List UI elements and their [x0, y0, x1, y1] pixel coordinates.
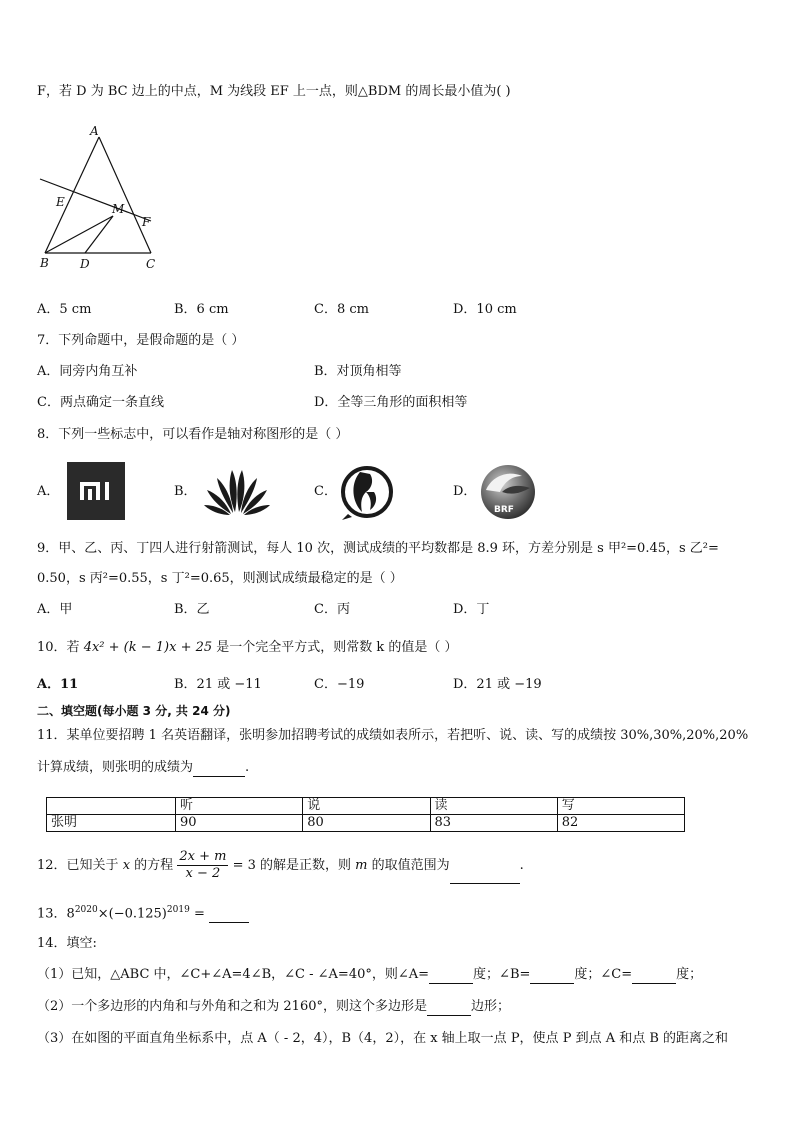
q12-mid: 的方程 — [134, 858, 174, 873]
q6-option-b: B．6 cm — [174, 302, 229, 317]
table-cell: 张明 — [47, 815, 176, 832]
q6-stem-tail: F，若 D 为 BC 边上的中点，M 为线段 EF 上一点，则△BDM 的周长最小值为( ) — [37, 84, 511, 99]
q14-part2 — [37, 998, 510, 1016]
triangle-figure — [35, 122, 165, 272]
q13-times: ×(−0.125) — [97, 906, 167, 922]
q9-option-a: A．甲 — [37, 602, 73, 617]
q6-option-c: C．8 cm — [314, 302, 369, 317]
q14-p2-a: （2）一个多边形的内角和与外角和之和为 2160°，则这个多边形是 — [37, 999, 427, 1014]
q7-option-b: B．对顶角相等 — [314, 364, 402, 379]
q14-part3: （3）在如图的平面直角坐标系中，点 A（ - 2，4），B（4，2），在 x 轴上取一点 P，使点 P 到点 A 和点 B 的距离之和 — [37, 1031, 729, 1046]
section-title: 二、填空题(每小题 3 分, 共 24 分) — [37, 704, 231, 718]
q10-expression: 4x² + (k − 1)x + 25 — [83, 640, 213, 655]
q10-option-c: C．−19 — [314, 677, 365, 692]
table-row — [47, 815, 685, 832]
label-e: E — [56, 195, 65, 209]
q10-stem — [37, 639, 458, 657]
q12-stem — [37, 848, 524, 884]
q13-stem — [37, 901, 249, 923]
q12-numerator: 2x + m — [179, 849, 227, 864]
q12-suffix2: 的取值范围为 — [371, 858, 450, 873]
q14-p1-d: 度； — [676, 967, 703, 982]
q11-line2-end: . — [245, 760, 250, 775]
q13-answer-blank[interactable] — [209, 908, 249, 923]
q14-blank-polygon[interactable] — [427, 1001, 471, 1016]
q12-end: . — [519, 858, 524, 873]
q12-rhs: = 3 — [232, 858, 256, 873]
q9-line2: 0.50，s 丙²=0.55，s 丁²=0.65，则测试成绩最稳定的是（ ） — [37, 571, 403, 586]
q11-line2-text: 计算成绩，则张明的成绩为 — [37, 760, 194, 775]
q11-line1: 11．某单位要招聘 1 名英语翻译，张明参加招聘考试的成绩如表所示，若把听、说、读、写的成绩按 30%,30%,20%,20% — [37, 728, 749, 743]
q10-option-b: B．21 或 −11 — [174, 677, 262, 692]
q14-p1-b: 度；∠B= — [473, 967, 531, 982]
q14-blank-angle-a[interactable] — [429, 969, 473, 984]
q13-eq: = — [193, 906, 205, 922]
q10-suffix: 是一个完全平方式，则常数 k 的值是（ ） — [216, 640, 458, 655]
q12-var2: m — [355, 858, 368, 873]
q8-letter-d: D． — [453, 484, 477, 499]
table-cell: 83 — [430, 815, 557, 832]
q14-p1-c: 度；∠C= — [574, 967, 633, 982]
q10-prefix: 10．若 — [37, 640, 80, 655]
q8-letter-c: C． — [314, 484, 337, 499]
q14-part1 — [37, 966, 702, 984]
q12-denominator: x − 2 — [185, 866, 221, 881]
q11-answer-blank[interactable] — [193, 762, 245, 777]
table-cell: 80 — [303, 815, 430, 832]
petal-logo-icon — [202, 462, 272, 520]
q7-stem: 7．下列命题中，是假命题的是（ ） — [37, 333, 245, 348]
label-f: F — [142, 215, 151, 229]
table-header-cell — [47, 798, 176, 815]
brf-logo-icon — [478, 462, 538, 520]
q14-p2-b: 边形； — [471, 999, 511, 1014]
table-cell: 82 — [557, 815, 684, 832]
q13-exp2: 2019 — [166, 905, 190, 915]
table-header-cell: 写 — [557, 798, 684, 815]
q8-letter-a: A． — [37, 484, 60, 499]
q9-option-b: B．乙 — [174, 602, 210, 617]
q6-option-a: A．5 cm — [37, 302, 92, 317]
q13-prefix: 13． — [37, 906, 67, 922]
q13-base: 8 — [66, 906, 75, 922]
label-a: A — [90, 124, 99, 138]
q10-option-a: A．11 — [37, 677, 79, 692]
brf-logo-text: BRF — [494, 505, 514, 515]
score-table — [46, 797, 685, 832]
q7-option-d: D．全等三角形的面积相等 — [314, 395, 468, 410]
q8-letter-b: B． — [174, 484, 197, 499]
q12-suffix: 的解是正数，则 — [260, 858, 352, 873]
label-c: C — [146, 257, 156, 271]
q13-exp1: 2020 — [74, 905, 98, 915]
table-header-cell: 听 — [176, 798, 303, 815]
table-header-cell: 说 — [303, 798, 430, 815]
q11-line2 — [37, 759, 249, 777]
q6-option-d: D．10 cm — [453, 302, 517, 317]
q9-option-c: C．丙 — [314, 602, 350, 617]
q9-option-d: D．丁 — [453, 602, 490, 617]
label-b: B — [40, 256, 49, 270]
face-circle-logo-icon — [336, 462, 398, 520]
q12-prefix: 12．已知关于 — [37, 858, 119, 873]
mi-logo-icon — [67, 462, 125, 520]
q12-var: x — [122, 858, 131, 873]
q12-answer-blank[interactable] — [450, 857, 520, 884]
q14-blank-angle-c[interactable] — [632, 969, 676, 984]
table-header-cell: 读 — [430, 798, 557, 815]
q7-option-a: A．同旁内角互补 — [37, 364, 138, 379]
q12-fraction — [177, 849, 228, 882]
table-cell: 90 — [176, 815, 303, 832]
label-m: M — [112, 202, 125, 216]
q8-stem: 8．下列一些标志中，可以看作是轴对称图形的是（ ） — [37, 427, 349, 442]
q10-option-d: D．21 或 −19 — [453, 677, 542, 692]
q14-stem: 14．填空: — [37, 936, 97, 951]
label-d: D — [80, 257, 90, 271]
table-header-row — [47, 798, 685, 815]
q14-blank-angle-b[interactable] — [530, 969, 574, 984]
q14-p1-a: （1）已知，△ABC 中，∠C+∠A=4∠B，∠C - ∠A=40°，则∠A= — [37, 967, 430, 982]
q7-option-c: C．两点确定一条直线 — [37, 395, 164, 410]
q9-line1: 9．甲、乙、丙、丁四人进行射箭测试，每人 10 次，测试成绩的平均数都是 8.9 环，方差分别是 s 甲²=0.45，s 乙²= — [37, 541, 719, 556]
